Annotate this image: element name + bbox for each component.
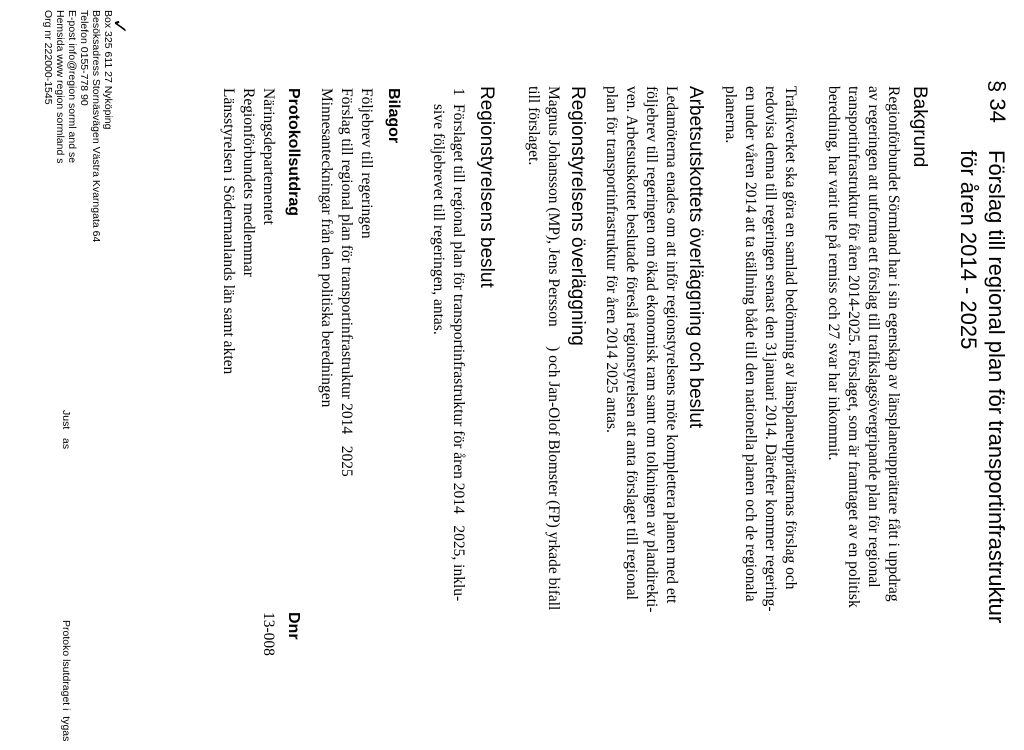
utdragsbestyrkande-label: Protoko lsutdraget i tygas xyxy=(60,620,72,742)
decision-number: 1 xyxy=(450,88,467,96)
text-line: av regeringen att utforma ett förslag till trafikslagsövergripande plan för regional xyxy=(865,86,882,588)
text-line: en under våren 2014 att ta ställning både till den nationella planen och de regionala xyxy=(742,86,759,602)
text-line: till förslaget. xyxy=(525,86,542,166)
footer-line: Besöksadress Stornäsvägen Västra Kvarngata 64 xyxy=(90,10,102,243)
section-heading-bakgrund: Bakgrund xyxy=(909,86,930,168)
text-line: beredning, har varit ute på remiss och 27 svar har inkommit. xyxy=(825,86,842,461)
list-item: Minnesanteckningar från den politiska beredningen xyxy=(318,88,335,408)
text-line: ven. Arbetsutskottet beslutade föreslå regionstyrelsen att anta förslaget till regional xyxy=(623,86,640,600)
text-line: Trafikverket ska göra en samlad bedömning av länsplaneupprättarnas förslag och xyxy=(782,86,799,590)
paragraph-arbetsutskott xyxy=(601,86,681,726)
list-item: Förslag till regional plan för transportinfrastruktur 2014 2025 xyxy=(338,88,355,477)
bilagor-heading: Bilagor xyxy=(385,88,402,144)
footer-line: Box 325 611 27 Nyköping xyxy=(102,10,114,130)
section-heading-arbetsutskott: Arbetsutskottets överläggning och beslut xyxy=(685,86,706,429)
footer-address xyxy=(42,10,114,710)
footer-line: Org nr 222000-1545 xyxy=(42,10,54,105)
justerandes-signature-label: Just as xyxy=(60,410,72,450)
protokollsutdrag-heading: Protokollsutdrag xyxy=(285,88,302,217)
section-heading-beslut: Regionstyrelsens beslut xyxy=(476,86,497,288)
paragraph-trafikverket xyxy=(720,86,800,726)
page-title xyxy=(954,150,1010,730)
text-line: transportinfrastruktur för åren 2014-2025. Förslaget, som är framtaget av en politisk xyxy=(845,86,862,608)
list-item: Följebrev till regeringen xyxy=(358,88,375,239)
text-line: Förslaget till regional plan för transportinfrastruktur för åren 2014 2025, inklu- xyxy=(450,104,467,602)
text-line: följebrev till regeringen om ökad ekonomisk ram samt om tolkningen av plandirekti- xyxy=(643,86,660,613)
section-heading-overlaggning: Regionstyrelsens överläggning xyxy=(567,86,588,346)
paragraph-bakgrund xyxy=(823,86,903,726)
checkmark-icon: ✓ xyxy=(108,18,130,35)
text-line: Regionförbundet Sörmland har i sin egenskap av länsplaneupprättare fått i uppdrag xyxy=(885,86,902,602)
text-line: sive följebrevet till regeringen, antas. xyxy=(430,104,447,335)
dnr-heading: Dnr xyxy=(285,612,302,640)
protokollsutdrag-list xyxy=(218,88,278,608)
list-item: Näringsdepartementet xyxy=(260,88,277,225)
text-line: Ledamöterna enades om att inför regionstyrelsens möte komplettera planen med ett xyxy=(663,86,680,604)
list-item: Regionförbundets medlemmar xyxy=(240,88,257,277)
dnr-value: 13-008 xyxy=(260,612,277,656)
title-line: för åren 2014 - 2025 xyxy=(956,150,981,350)
list-item: Länsstyrelsen i Södermanlands län samt akten xyxy=(220,88,237,375)
title-line: Förslag till regional plan för transportinfrastruktur xyxy=(984,150,1009,624)
footer-line: E-post info@region sorml and se xyxy=(66,10,78,164)
footer-line: Telefon 0155-778 90 xyxy=(78,10,90,106)
text-line: planerna. xyxy=(722,86,739,144)
section-number: § 34 xyxy=(985,80,1010,123)
text-line: redovisa denna till regeringen senast den 31januari 2014. Därefter kommer regering- xyxy=(762,86,779,612)
text-line: plan för transportinfrastruktur för åren 2014 2025 antas. xyxy=(603,86,620,433)
paragraph-beslut xyxy=(428,104,468,724)
bilagor-list xyxy=(316,88,376,688)
paragraph-overlaggning xyxy=(523,86,563,726)
text-line: Magnus Johansson (MP), Jens Persson ) och Jan-Olof Blomster (FP) yrkade bifall xyxy=(545,86,562,611)
footer-line: Hemsida www region sormland s xyxy=(54,10,66,164)
